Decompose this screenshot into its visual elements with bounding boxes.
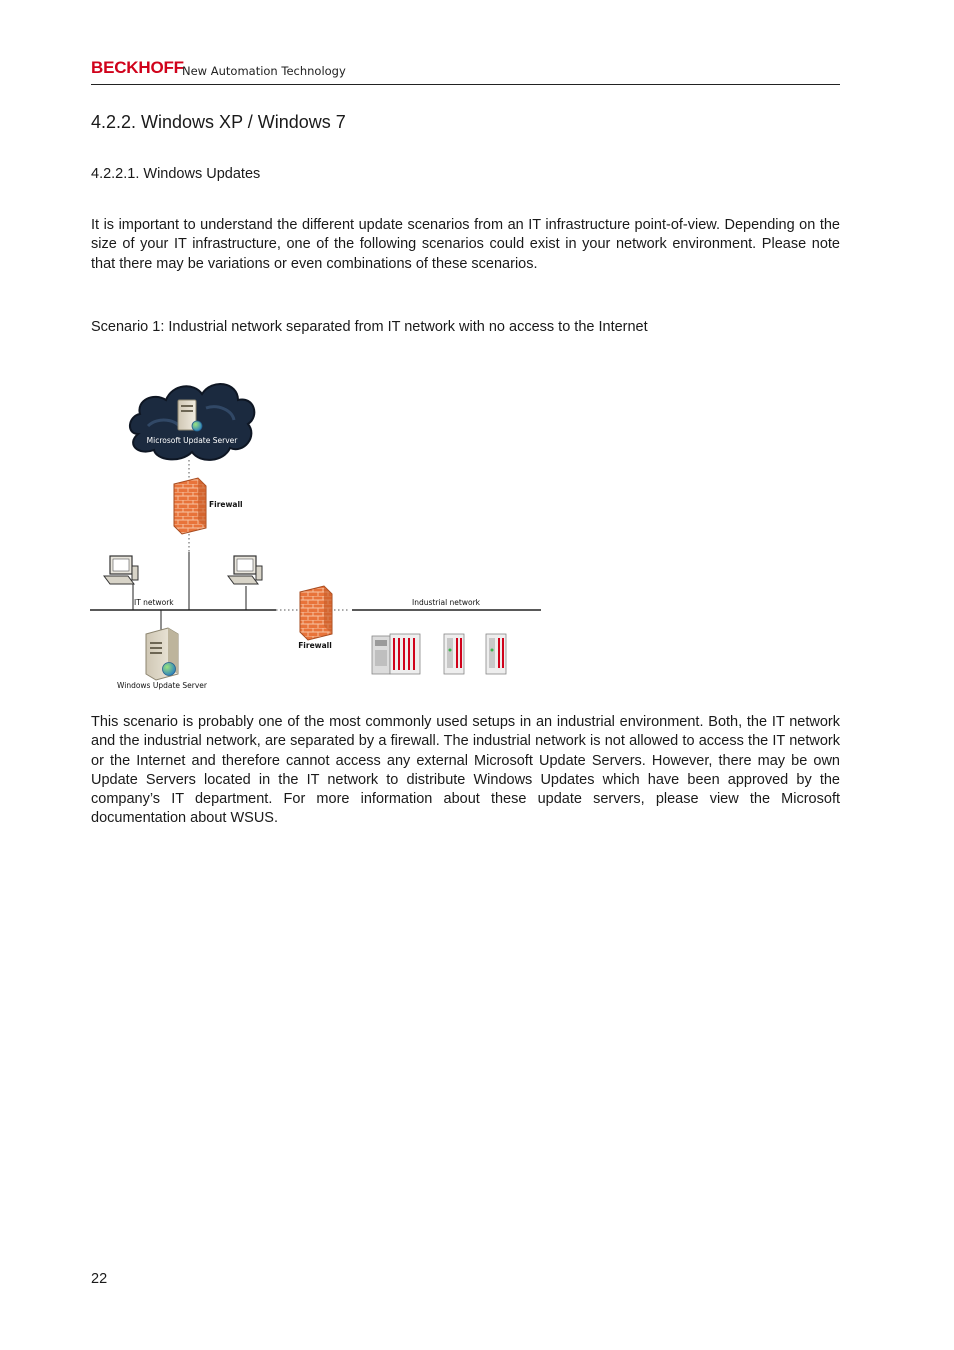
firewall-icon	[300, 586, 332, 640]
firewall-middle-label: Firewall	[298, 641, 332, 650]
io-module-icon	[444, 634, 464, 674]
header-divider	[91, 84, 840, 85]
page-number: 22	[91, 1271, 108, 1287]
wsus-label: Windows Update Server	[116, 681, 208, 690]
workstation-icon	[104, 556, 138, 584]
firewall-top-label: Firewall	[209, 500, 243, 509]
section-heading: 4.2.2. Windows XP / Windows 7	[91, 112, 346, 132]
brand-tagline: New Automation Technology	[182, 64, 346, 78]
page-header	[91, 58, 840, 86]
cloud-label: Microsoft Update Server	[146, 436, 238, 445]
industrial-network-label: Industrial network	[411, 598, 481, 607]
beckhoff-logo: BECKHOFF	[91, 58, 184, 77]
network-diagram	[88, 364, 548, 694]
it-network-label: IT network	[134, 598, 174, 607]
workstation-icon	[228, 556, 262, 584]
intro-paragraph: It is important to understand the different update scenarios from an IT infrastructure point-of-view. Depending on the size of your IT infrastructure, one of the following scenarios could exist in your network environment. Please note that there may be variations or even combinations of these scenarios.	[91, 217, 840, 272]
description-paragraph: This scenario is probably one of the most commonly used setups in an industrial environment. Both, the IT network and the industrial network, are separated by a firewall. The industrial network is not allowed to access the IT network or the Internet and therefore cannot access any external Microsoft Update Servers. However, there may be own Update Servers located in the IT network to distribute Windows Updates which have been approved by the company’s IT department. For more information about these update servers, please view the Microsoft documentation about WSUS.	[91, 714, 840, 827]
windows-update-server-icon	[146, 628, 178, 680]
scenario-caption: Scenario 1: Industrial network separated from IT network with no access to the Internet	[91, 319, 648, 335]
io-module-icon	[486, 634, 506, 674]
subsection-heading: 4.2.2.1. Windows Updates	[91, 166, 261, 182]
plc-controller-icon	[372, 634, 420, 674]
firewall-icon	[174, 478, 206, 534]
